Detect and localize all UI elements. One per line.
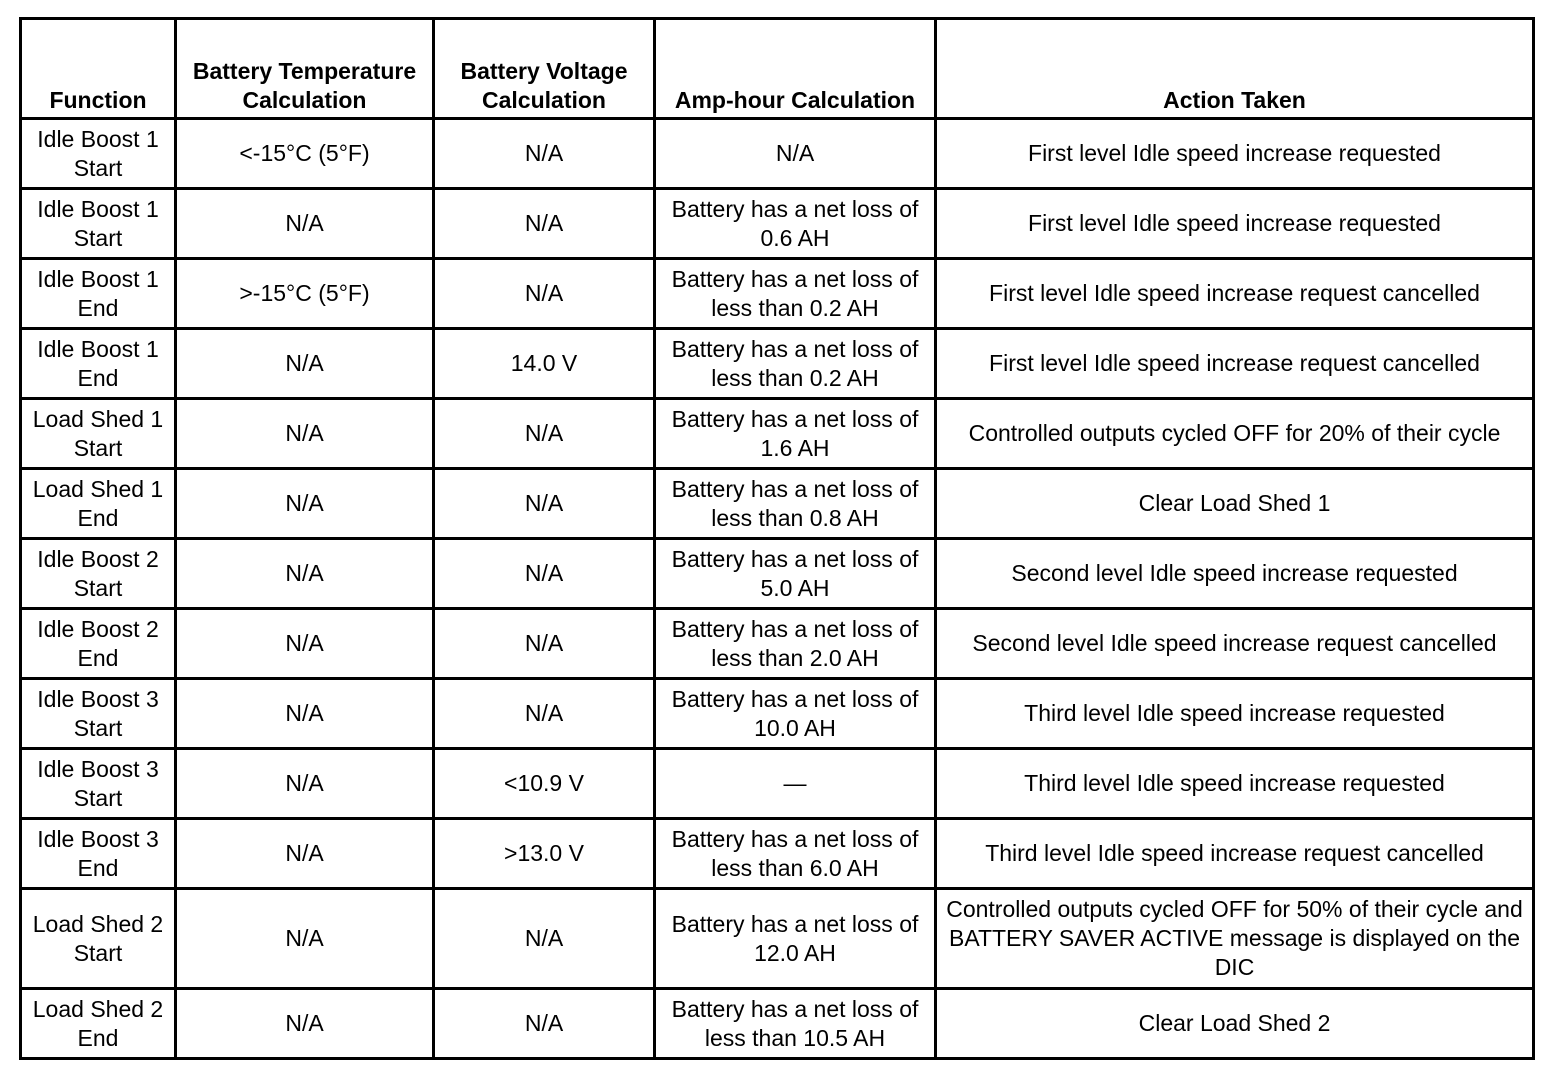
cell-function: Idle Boost 2 Start [21,539,176,609]
cell-amp-hour: Battery has a net loss of less than 0.8 AH [655,469,936,539]
header-amp-hour: Amp-hour Calculation [655,19,936,119]
cell-amp-hour: Battery has a net loss of 0.6 AH [655,189,936,259]
cell-function: Idle Boost 1 Start [21,189,176,259]
cell-action: Third level Idle speed increase requested [936,749,1534,819]
cell-amp-hour: N/A [655,119,936,189]
cell-amp-hour: Battery has a net loss of 12.0 AH [655,889,936,989]
header-battery-voltage: Battery Voltage Calculation [434,19,655,119]
cell-function: Load Shed 1 Start [21,399,176,469]
header-row [21,19,1534,119]
cell-temperature: >-15°C (5°F) [176,259,434,329]
cell-voltage: 14.0 V [434,329,655,399]
cell-temperature: N/A [176,539,434,609]
cell-function: Idle Boost 3 End [21,819,176,889]
cell-voltage: N/A [434,189,655,259]
table-row [21,819,1534,889]
table-row [21,259,1534,329]
cell-amp-hour: Battery has a net loss of less than 0.2 AH [655,259,936,329]
cell-action: Controlled outputs cycled OFF for 20% of their cycle [936,399,1534,469]
cell-amp-hour: Battery has a net loss of 1.6 AH [655,399,936,469]
header-battery-temperature: Battery Temperature Calculation [176,19,434,119]
cell-action: First level Idle speed increase request cancelled [936,259,1534,329]
cell-temperature: N/A [176,189,434,259]
battery-load-management-table [19,17,1535,1060]
cell-amp-hour: Battery has a net loss of less than 2.0 AH [655,609,936,679]
cell-action: First level Idle speed increase requested [936,189,1534,259]
table-row [21,399,1534,469]
cell-temperature: N/A [176,469,434,539]
cell-function: Idle Boost 3 Start [21,749,176,819]
cell-amp-hour: Battery has a net loss of less than 0.2 AH [655,329,936,399]
cell-voltage: N/A [434,889,655,989]
cell-amp-hour: — [655,749,936,819]
cell-function: Idle Boost 3 Start [21,679,176,749]
cell-temperature: N/A [176,749,434,819]
cell-voltage: N/A [434,679,655,749]
cell-voltage: >13.0 V [434,819,655,889]
cell-function: Idle Boost 1 End [21,329,176,399]
header-function: Function [21,19,176,119]
cell-amp-hour: Battery has a net loss of 10.0 AH [655,679,936,749]
cell-voltage: N/A [434,539,655,609]
cell-action: Second level Idle speed increase requested [936,539,1534,609]
cell-voltage: N/A [434,259,655,329]
cell-action: Controlled outputs cycled OFF for 50% of their cycle and BATTERY SAVER ACTIVE message is displayed on the DIC [936,889,1534,989]
cell-temperature: <-15°C (5°F) [176,119,434,189]
table-row [21,989,1534,1059]
cell-action: Second level Idle speed increase request cancelled [936,609,1534,679]
cell-function: Load Shed 2 End [21,989,176,1059]
cell-voltage: N/A [434,119,655,189]
cell-action: First level Idle speed increase request cancelled [936,329,1534,399]
cell-temperature: N/A [176,329,434,399]
table-row [21,329,1534,399]
cell-function: Load Shed 1 End [21,469,176,539]
header-action-taken: Action Taken [936,19,1534,119]
cell-amp-hour: Battery has a net loss of 5.0 AH [655,539,936,609]
cell-action: Clear Load Shed 2 [936,989,1534,1059]
cell-temperature: N/A [176,609,434,679]
cell-voltage: N/A [434,469,655,539]
cell-action: Third level Idle speed increase request cancelled [936,819,1534,889]
cell-function: Idle Boost 1 Start [21,119,176,189]
cell-function: Idle Boost 2 End [21,609,176,679]
cell-action: First level Idle speed increase requested [936,119,1534,189]
cell-temperature: N/A [176,989,434,1059]
table-row [21,119,1534,189]
cell-temperature: N/A [176,399,434,469]
table-row [21,189,1534,259]
table-row [21,469,1534,539]
cell-voltage: N/A [434,989,655,1059]
cell-temperature: N/A [176,889,434,989]
table-row [21,889,1534,989]
table-row [21,679,1534,749]
cell-action: Third level Idle speed increase requested [936,679,1534,749]
cell-amp-hour: Battery has a net loss of less than 6.0 AH [655,819,936,889]
cell-function: Idle Boost 1 End [21,259,176,329]
cell-action: Clear Load Shed 1 [936,469,1534,539]
cell-temperature: N/A [176,679,434,749]
table-row [21,609,1534,679]
cell-voltage: <10.9 V [434,749,655,819]
table-row [21,749,1534,819]
table-row [21,539,1534,609]
cell-function: Load Shed 2 Start [21,889,176,989]
cell-temperature: N/A [176,819,434,889]
cell-amp-hour: Battery has a net loss of less than 10.5 AH [655,989,936,1059]
cell-voltage: N/A [434,609,655,679]
cell-voltage: N/A [434,399,655,469]
